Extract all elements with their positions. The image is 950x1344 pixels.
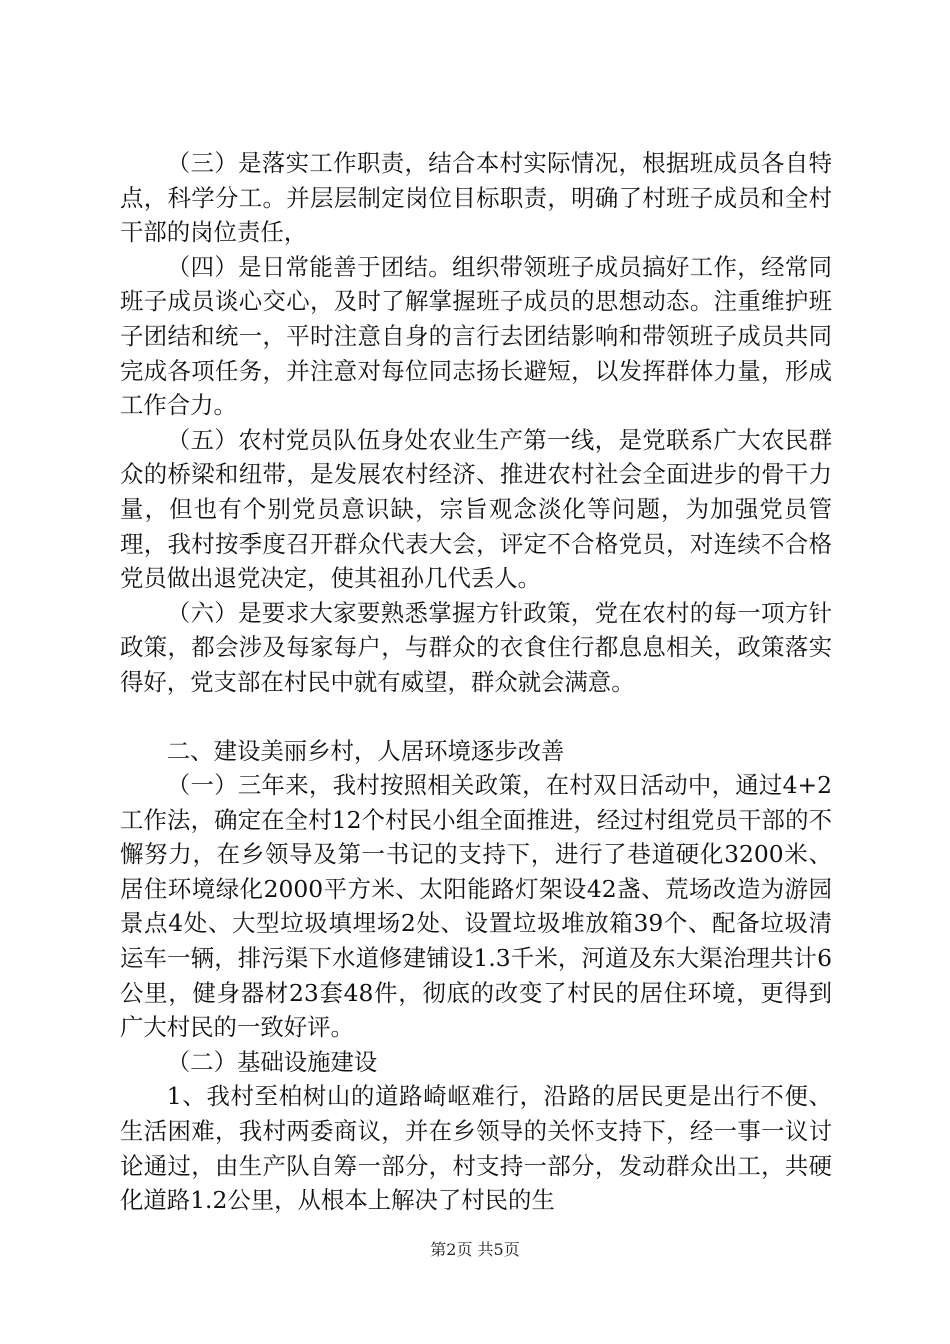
paragraph-road-construction: 1、我村至柏树山的道路崎岖难行，沿路的居民更是出行不便、生活困难，我村两委商议，并在乡领导的关怀支持下，经一事一议讨论通过，由生产队自筹一部分，村支持一部分，发动群众出工，共硬化道路1.2公里，从根本上解决了村民的生 [120,1082,832,1215]
paragraph-unity: （四）是日常能善于团结。组织带领班子成员搞好工作，经常同班子成员谈心交心，及时了解掌握班子成员的思想动态。注重维护班子团结和统一，平时注意自身的言行去团结影响和带领班子成员共同完成各项任务，并注意对每位同志扬长避短，以发挥群体力量，形成工作合力。 [120,252,832,420]
subheading-infrastructure: （二）基础设施建设 [166,1047,378,1076]
section-heading-beautiful-village: 二、建设美丽乡村，人居环境逐步改善 [166,736,565,765]
paragraph-responsibilities: （三）是落实工作职责，结合本村实际情况，根据班成员各自特点，科学分工。并层层制定岗位目标职责，明确了村班子成员和全村干部的岗位责任， [120,149,832,247]
paragraph-party-members: （五）农村党员队伍身处农业生产第一线，是党联系广大农民群众的桥梁和纽带，是发展农村经济、推进农村社会全面进步的骨干力量，但也有个别党员意识缺，宗旨观念淡化等问题，为加强党员管理，我村按季度召开群众代表大会，评定不合格党员，对连续不合格党员做出退党决定，使其祖孙几代丢人。 [120,425,832,593]
paragraph-environment-improvements: （一）三年来，我村按照相关政策，在村双日活动中，通过4+2工作法，确定在全村12个村民小组全面推进，经过村组党员干部的不懈努力，在乡领导及第一书记的支持下，进行了巷道硬化3200米、居住环境绿化2000平方米、太阳能路灯架设42盏、荒场改造为游园景点4处、大型垃圾填埋场2处、设置垃圾堆放箱39个、配备垃圾清运车一辆，排污渠下水道修建铺设1.3千米，河道及东大渠治理共计6公里，健身器材23套48件，彻底的改变了村民的居住环境，更得到广大村民的一致好评。 [120,771,832,1042]
paragraph-policies: （六）是要求大家要熟悉掌握方针政策，党在农村的每一项方针政策，都会涉及每家每户，与群众的衣食住行都息息相关，政策落实得好，党支部在村民中就有威望，群众就会满意。 [120,598,832,696]
page-footer: 第2页 共5页 [430,1240,520,1259]
document-body [120,146,832,1218]
